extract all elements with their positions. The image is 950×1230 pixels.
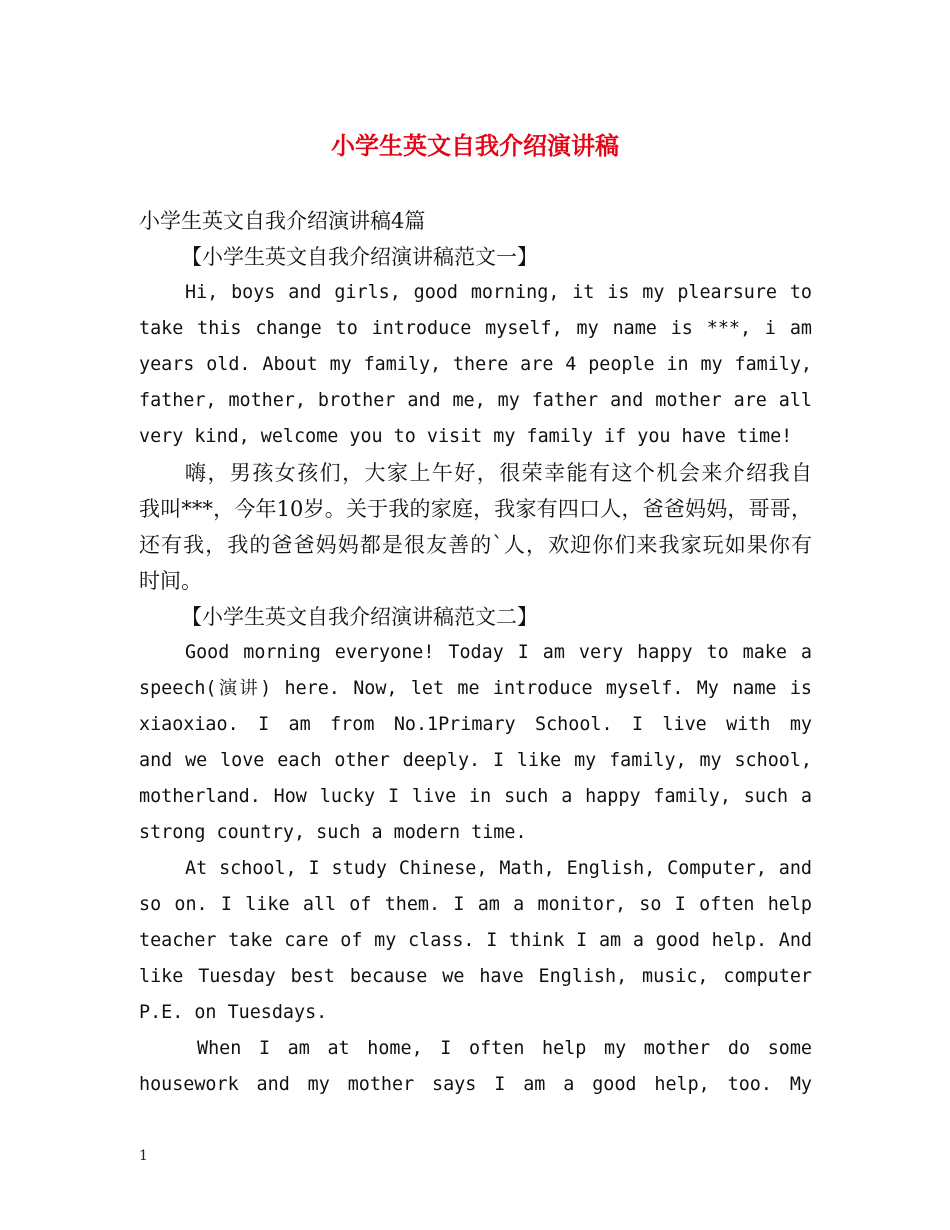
paragraph-line: 我叫***，今年10岁。关于我的家庭，我家有四口人，爸爸妈妈，哥哥，: [139, 497, 812, 521]
paragraph-line: and we love each other deeply. I like my family, my school,: [139, 750, 812, 771]
paragraph-line: housework and my mother says I am a good help, too. My: [139, 1074, 812, 1095]
section-heading-2: 【小学生英文自我介绍演讲稿范文二】: [181, 605, 538, 629]
document-title: 小学生英文自我介绍演讲稿: [331, 131, 619, 160]
paragraph-line: so on. I like all of them. I am a monitor, so I often help: [139, 894, 812, 915]
paragraph-line: 嗨，男孩女孩们，大家上午好，很荣幸能有这个机会来介绍我自: [185, 461, 812, 485]
paragraph-line: 还有我，我的爸爸妈妈都是很友善的`人，欢迎你们来我家玩如果你有: [139, 533, 812, 557]
paragraph-line: P.E. on Tuesdays.: [139, 1002, 328, 1023]
paragraph-line: teacher take care of my class. I think I am a good help. And: [139, 930, 812, 951]
paragraph-line: xiaoxiao. I am from No.1Primary School. I live with my: [139, 714, 812, 735]
document-body: [139, 203, 812, 1103]
paragraph-line: father, mother, brother and me, my father and mother are all: [139, 390, 812, 411]
paragraph-line: Hi, boys and girls, good morning, it is my plearsure to: [185, 282, 812, 303]
paragraph-line: At school, I study Chinese, Math, English, Computer, and: [185, 858, 812, 879]
paragraph-line: 时间。: [139, 569, 202, 593]
paragraph-line: take this change to introduce myself, my name is ***, i am: [139, 318, 812, 339]
section-heading-1: 【小学生英文自我介绍演讲稿范文一】: [181, 245, 538, 269]
paragraph-line: motherland. How lucky I live in such a happy family, such a: [139, 786, 812, 807]
paragraph-line: strong country, such a modern time.: [139, 822, 527, 843]
page-number: 1: [139, 1148, 148, 1164]
paragraph-line: like Tuesday best because we have English, music, computer: [139, 966, 812, 987]
subtitle-line: 小学生英文自我介绍演讲稿4篇: [139, 209, 426, 233]
paragraph-line: Good morning everyone! Today I am very happy to make a: [185, 642, 812, 663]
paragraph-line: years old. About my family, there are 4 people in my family,: [139, 354, 812, 375]
paragraph-line: very kind, welcome you to visit my family if you have time!: [139, 426, 793, 447]
paragraph-line: speech(演讲) here. Now, let me introduce myself. My name is: [139, 678, 812, 699]
paragraph-line: When I am at home, I often help my mother do some: [197, 1038, 812, 1059]
